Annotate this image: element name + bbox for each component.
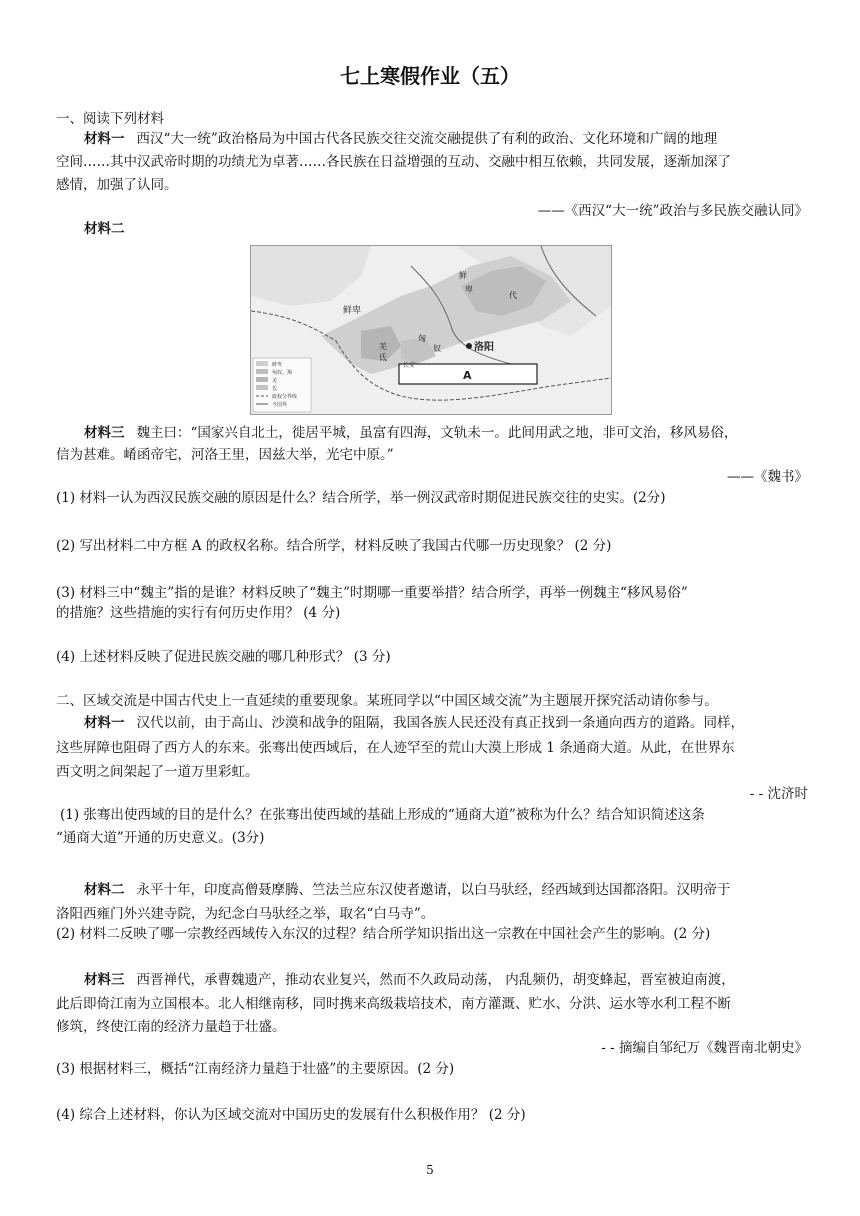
legend-label: 匈奴、羯 [272, 370, 293, 376]
legend-label: 氐 [272, 386, 278, 392]
s1-material-2-label: 材料二 [84, 221, 125, 237]
legend-label: 今国界 [272, 402, 288, 408]
s2-question-1-line-2: “通商大道”开通的历史意义。(3分) [56, 830, 265, 846]
s2-material-2-line-2: 洛阳西雍门外兴建寺院，为纪念白马驮经之举，取名“白马寺”。 [56, 906, 435, 922]
s1-question-3-line-2: 的措施？这些措施的实行有何历史作用？ (4 分) [56, 605, 341, 621]
s1-question-4: (4) 上述材料反映了促进民族交融的哪几种形式？ (3 分) [56, 649, 391, 665]
s1-material-1-source: ——《西汉“大一统”政治与多民族交融认同》 [537, 203, 808, 219]
s2-material-3-line-2: 此后即倚江南为立国根本。北人相继南移，同时携来高级栽培技术，南方灌溉、贮水、分洪、运水等水利工程不断 [56, 996, 731, 1012]
s2-material-3-line-3: 修筑，终使江南的经济力量趋于壮盛。 [56, 1019, 286, 1035]
legend-label: 鲜卑 [272, 362, 283, 368]
s2-material-1-line-1: 材料一 汉代以前，由于高山、沙漠和战争的阻隔，我国各族人民还没有真正找到一条通向西方的道路。同样， [84, 715, 744, 731]
s1-material-3-line-1: 材料三 魏主曰：“国家兴自北土，徙居平城，虽富有四海，文轨未一。此间用武之地，非可文治，移风易俗， [84, 425, 738, 441]
map-city-label: 洛阳 [474, 342, 494, 353]
s2-material-3-label: 材料三 [84, 972, 125, 988]
s2-question-4: (4) 综合上述材料，你认为区域交流对中国历史的发展有什么积极作用？ (2 分) [56, 1107, 526, 1123]
s2-question-1-line-1: (1) 张骞出使西域的目的是什么？在张骞出使西域的基础上形成的“通商大道”被称为什么？结合知识简述这条 [60, 807, 705, 823]
map-place-label: 氐 [379, 353, 387, 362]
s1-material-1-line-3: 感情，加强了认同。 [56, 177, 178, 193]
legend-label: 羌 [272, 378, 278, 384]
map-legend [253, 358, 311, 412]
s2-material-3-source: - - 摘编自邹纪万《魏晋南北朝史》 [601, 1040, 808, 1056]
s2-material-2-line-1: 材料二 永平十年，印度高僧聂摩腾、竺法兰应东汉使者邀请，以白马驮经，经西域到达国都洛阳。汉明帝于 [84, 882, 731, 898]
page-title: 七上寒假作业（五） [340, 64, 520, 88]
s1-question-3-line-1: (3) 材料三中“魏主”指的是谁？材料反映了“魏主”时期哪一重要举措？结合所学，再举一例魏主“移风易俗” [56, 585, 688, 601]
s1-material-1-line-1: 材料一 西汉“大一统”政治格局为中国古代各民族交往交流交融提供了有利的政治、文化环境和广阔的地理 [84, 131, 718, 147]
s2-question-3: (3) 根据材料三，概括“江南经济力量趋于壮盛”的主要原因。(2 分) [56, 1061, 455, 1077]
section-2-heading: 二、区域交流是中国古代史上一直延续的重要现象。某班同学以“中国区域交流”为主题展开探究活动请你参与。 [56, 693, 718, 709]
map-place-label: 鲜卑 [343, 306, 362, 316]
s1-question-1: (1) 材料一认为西汉民族交融的原因是什么？结合所学，举一例汉武帝时期促进民族交往的史实。(2分) [56, 490, 666, 506]
legend-label: 政权分界线 [272, 394, 298, 400]
s2-material-1-line-2: 这些屏障也阻碍了西方人的东来。张骞出使西域后，在人迹罕至的荒山大漠上形成 1 条通商大道。从此，在世界东 [56, 740, 735, 756]
section-1-heading: 一、阅读下列材料 [56, 111, 164, 127]
map-place-label: 长安 [403, 362, 416, 369]
map-place-label: 卑 [465, 285, 473, 294]
map-place-label: 代 [509, 291, 517, 300]
map-box-label: A [463, 369, 472, 382]
map-place-label: 匈 [418, 334, 426, 343]
s2-material-1-label: 材料一 [84, 715, 125, 731]
s1-question-2: (2) 写出材料二中方框 A 的政权名称。结合所学，材料反映了我国古代哪一历史现象？ (2 分) [56, 538, 612, 554]
s1-material-3-line-2: 信为甚难。崤函帝宅，河洛王里，因兹大举，光宅中原。” [56, 447, 394, 463]
map-place-label: 羌 [379, 342, 387, 351]
s1-material-3-source: ——《魏书》 [727, 469, 808, 485]
s2-material-3-line-1: 材料三 西晋禅代，承曹魏遗产，推动农业复兴，然而不久政局动荡， 内乱频仍，胡变蜂起，晋室被迫南渡， [84, 972, 735, 988]
s2-material-1-line-3: 西文明之间架起了一道万里彩虹。 [56, 764, 259, 780]
s2-material-1-source: - - 沈济时 [749, 786, 808, 802]
page-number: 5 [426, 1163, 434, 1177]
s1-material-1-label: 材料一 [84, 131, 125, 147]
s1-material-1-line-2: 空间……其中汉武帝时期的功绩尤为卓著……各民族在日益增强的互动、交融中相互依赖，共同发展，逐渐加深了 [56, 154, 731, 170]
s1-material-3-label: 材料三 [84, 425, 125, 441]
map-place-label: 奴 [433, 344, 441, 353]
s2-question-2: (2) 材料二反映了哪一宗教经西域传入东汉的过程？结合所学知识指出这一宗教在中国社会产生的影响。(2 分) [56, 926, 711, 942]
s2-material-2-label: 材料二 [84, 882, 125, 898]
historical-map [250, 245, 612, 415]
map-place-label: 鲜 [459, 271, 467, 280]
